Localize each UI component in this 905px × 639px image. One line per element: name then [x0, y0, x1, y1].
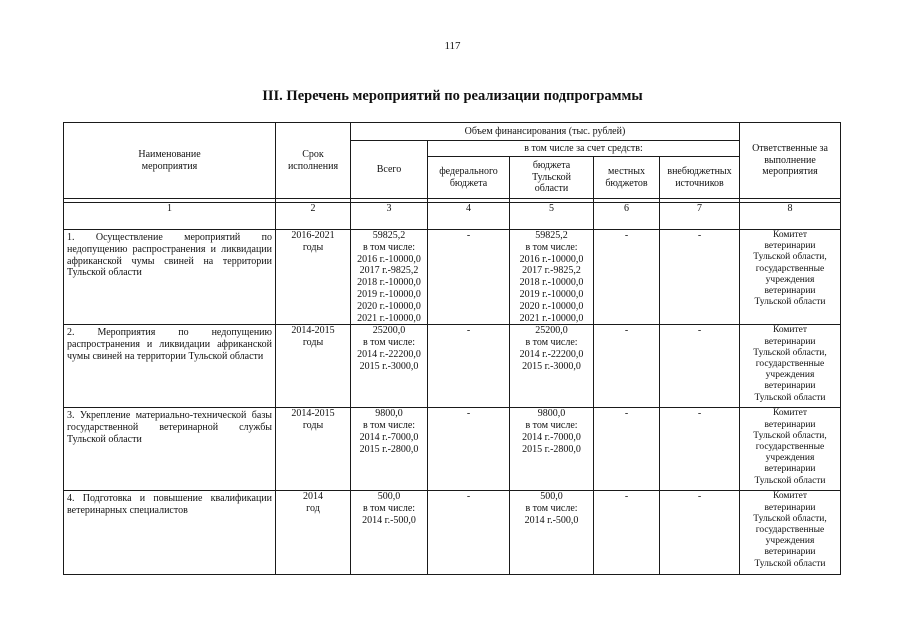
header-name: Наименование мероприятия: [64, 123, 276, 199]
regional-amount: 59825,2 в том числе: 2016 г.-10000,0 2017 г.-9825,2 2018 г.-10000,0 2019 г.-10000,0 2020 г.-10000,0 2021 г.-10000,0: [510, 230, 594, 325]
column-number: 1: [64, 203, 276, 230]
activity-period: 2016-2021 годы: [276, 230, 351, 325]
activity-name: 2. Мероприятия по недопущению распространения и ликвидации африканской чумы свиней на территории Тульской области: [64, 325, 276, 408]
local-amount: -: [594, 491, 660, 575]
activity-period: 2014-2015 годы: [276, 408, 351, 491]
header-extra: внебюджетных источников: [660, 157, 740, 199]
column-number: 7: [660, 203, 740, 230]
activity-period: 2014-2015 годы: [276, 325, 351, 408]
document-title: III. Перечень мероприятий по реализации подпрограммы: [262, 88, 643, 104]
total-amount: 25200,0 в том числе: 2014 г.-22200,0 2015 г.-3000,0: [351, 325, 428, 408]
header-federal: федерального бюджета: [428, 157, 510, 199]
table-row: [64, 408, 841, 491]
activities-table: [63, 122, 841, 575]
column-number: 4: [428, 203, 510, 230]
extra-amount: -: [660, 491, 740, 575]
total-amount: 9800,0 в том числе: 2014 г.-7000,0 2015 г.-2800,0: [351, 408, 428, 491]
total-amount: 500,0 в том числе: 2014 г.-500,0: [351, 491, 428, 575]
header-financing: Объем финансирования (тыс. рублей): [351, 123, 740, 141]
federal-amount: -: [428, 230, 510, 325]
header-row-1: [64, 123, 841, 141]
header-local: местных бюджетов: [594, 157, 660, 199]
column-number: 2: [276, 203, 351, 230]
table-row: [64, 491, 841, 575]
responsible-party: Комитет ветеринарии Тульской области, государственные учреждения ветеринарии Тульской области: [740, 491, 841, 575]
federal-amount: -: [428, 491, 510, 575]
header-total: Всего: [351, 141, 428, 199]
extra-amount: -: [660, 408, 740, 491]
regional-amount: 500,0 в том числе: 2014 г.-500,0: [510, 491, 594, 575]
responsible-party: Комитет ветеринарии Тульской области, государственные учреждения ветеринарии Тульской области: [740, 325, 841, 408]
column-numbers-row: [64, 203, 841, 230]
extra-amount: -: [660, 325, 740, 408]
local-amount: -: [594, 230, 660, 325]
local-amount: -: [594, 408, 660, 491]
activity-name: 4. Подготовка и повышение квалификации ветеринарных специалистов: [64, 491, 276, 575]
header-regional: бюджета Тульской области: [510, 157, 594, 199]
activity-name: 3. Укрепление материально-технической базы государственной ветеринарной службы Тульской области: [64, 408, 276, 491]
column-number: 8: [740, 203, 841, 230]
regional-amount: 25200,0 в том числе: 2014 г.-22200,0 2015 г.-3000,0: [510, 325, 594, 408]
federal-amount: -: [428, 408, 510, 491]
header-responsible: Ответственные за выполнение мероприятия: [740, 123, 841, 199]
table-row: [64, 230, 841, 325]
header-including: в том числе за счет средств:: [428, 141, 740, 157]
page-number: 117: [444, 40, 461, 52]
responsible-party: Комитет ветеринарии Тульской области, государственные учреждения ветеринарии Тульской области: [740, 408, 841, 491]
table-row: [64, 325, 841, 408]
regional-amount: 9800,0 в том числе: 2014 г.-7000,0 2015 г.-2800,0: [510, 408, 594, 491]
activity-period: 2014 год: [276, 491, 351, 575]
responsible-party: Комитет ветеринарии Тульской области, государственные учреждения ветеринарии Тульской области: [740, 230, 841, 325]
header-period: Срок исполнения: [276, 123, 351, 199]
extra-amount: -: [660, 230, 740, 325]
total-amount: 59825,2 в том числе: 2016 г.-10000,0 2017 г.-9825,2 2018 г.-10000,0 2019 г.-10000,0 2020 г.-10000,0 2021 г.-10000,0: [351, 230, 428, 325]
activity-name: 1. Осуществление мероприятий по недопущению распространения и ликвидации африканской чумы свиней на территории Тульской области: [64, 230, 276, 325]
column-number: 3: [351, 203, 428, 230]
local-amount: -: [594, 325, 660, 408]
column-number: 5: [510, 203, 594, 230]
column-number: 6: [594, 203, 660, 230]
federal-amount: -: [428, 325, 510, 408]
